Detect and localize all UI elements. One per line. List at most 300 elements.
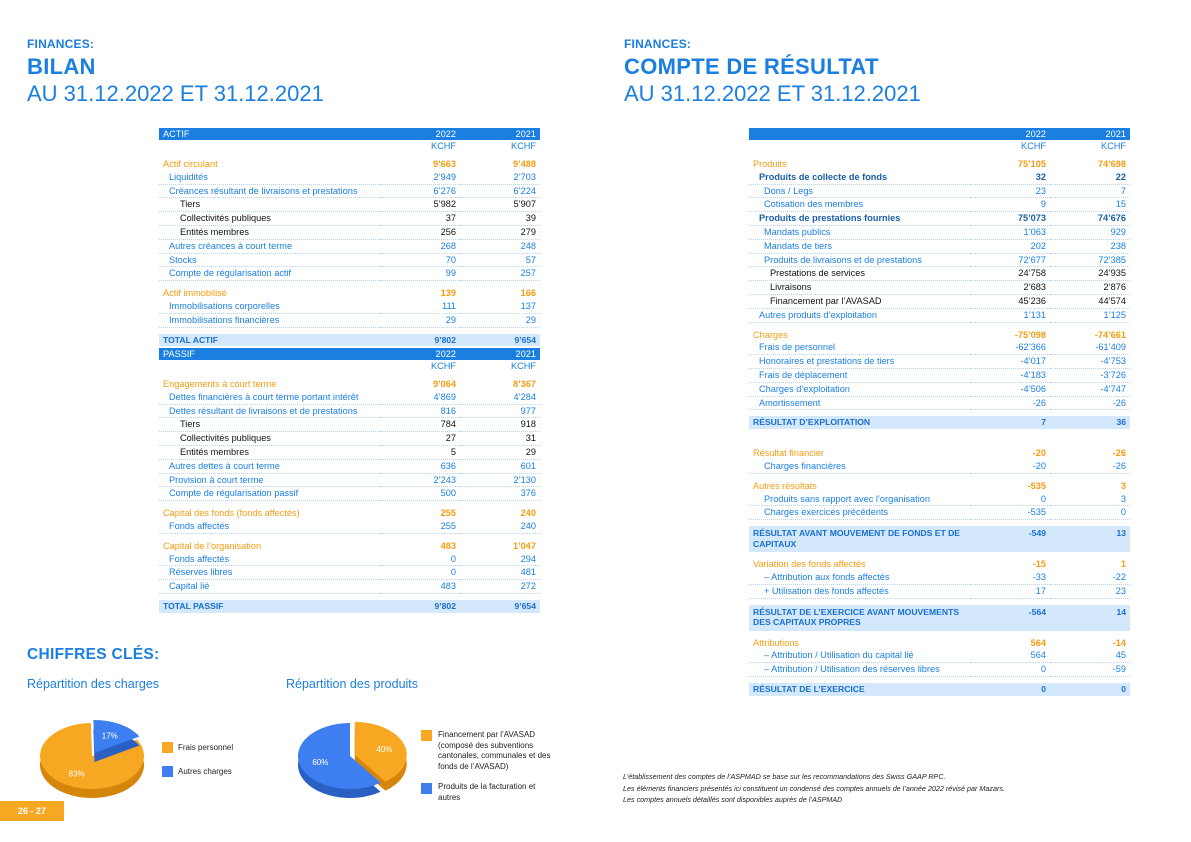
value-2021: 6’224: [460, 184, 540, 198]
table-header: [749, 128, 1130, 140]
value-2022: 5: [380, 445, 460, 459]
value-2022: 256: [380, 225, 460, 239]
table-row: [159, 566, 540, 580]
legend-swatch-orange: [162, 742, 173, 753]
value-2022: 9’064: [433, 379, 456, 389]
passif-table: [159, 348, 540, 613]
value-2022: 45’236: [970, 294, 1050, 308]
row-label: Charges exercices précédents: [749, 506, 970, 520]
table-row: [159, 198, 540, 212]
left-subtitle: AU 31.12.2022 ET 31.12.2021: [27, 81, 324, 106]
row-label: Créances résultant de livraisons et prestations: [159, 184, 380, 198]
table-row: [749, 571, 1130, 584]
value-2021: 2’876: [1050, 281, 1130, 295]
right-subtitle: AU 31.12.2022 ET 31.12.2021: [624, 81, 921, 106]
value-2021: 257: [460, 267, 540, 281]
footnote: [623, 771, 1143, 806]
value-2021: 166: [520, 288, 536, 299]
value-2021: -26: [1050, 460, 1130, 473]
value-2022: 0: [970, 683, 1050, 696]
row-label: Financement par l’AVASAD: [749, 294, 970, 308]
value-2021: 72’385: [1050, 253, 1130, 267]
value-2021: 14: [1050, 605, 1130, 631]
value-2021: -4’747: [1050, 382, 1130, 396]
value-2022: 24’758: [970, 267, 1050, 281]
actif-table: [159, 128, 540, 346]
row-label: Fonds affectés: [159, 520, 380, 533]
value-2021: 279: [460, 225, 540, 239]
legend-label: Frais personnel: [178, 743, 234, 752]
row-label: Frais de déplacement: [749, 368, 970, 382]
left-kicker: FINANCES:: [27, 37, 95, 51]
value-2022: 483: [380, 580, 460, 594]
row-label: – Attribution / Utilisation des réserves libres: [749, 663, 970, 677]
table-row: [749, 212, 1130, 226]
value-2021: 481: [460, 566, 540, 580]
table-row: [749, 308, 1130, 322]
table-row: [159, 267, 540, 281]
value-2021: 3: [1120, 480, 1126, 491]
row-label: Autres créances à court terme: [159, 239, 380, 253]
value-2022: 0: [380, 566, 460, 580]
value-2022: 255: [380, 520, 460, 533]
table-row: [159, 212, 540, 226]
table-row: [159, 404, 540, 418]
value-2022: 816: [380, 404, 460, 418]
table-row: [749, 281, 1130, 295]
value-2022: 23: [970, 184, 1050, 198]
table-row: [749, 649, 1130, 662]
value-2021: 240: [520, 508, 536, 519]
value-2021: -3’726: [1050, 368, 1130, 382]
value-2021: 39: [460, 212, 540, 226]
row-label: – Attribution aux fonds affectés: [749, 571, 970, 584]
value-2021: KCHF: [510, 361, 536, 371]
value-2022: -26: [970, 396, 1050, 410]
value-2022: 9’663: [433, 159, 456, 169]
legend-swatch-blue: [162, 766, 173, 777]
value-2022: 268: [380, 239, 460, 253]
value-2021: 9’654: [460, 334, 540, 347]
value-2022: 2’243: [380, 473, 460, 487]
row-label: Actif immobilisé: [163, 288, 227, 299]
total-row: [749, 683, 1130, 696]
value-2022: -535: [970, 506, 1050, 520]
row-label: ACTIF: [159, 128, 380, 140]
value-2021: 929: [1050, 225, 1130, 239]
value-2022: 202: [970, 239, 1050, 253]
value-2022: 2022: [380, 128, 460, 140]
table-row: [749, 329, 1130, 342]
value-2022: 29: [380, 313, 460, 327]
value-2022: 483: [440, 540, 456, 551]
table-row: [159, 432, 540, 446]
value-2021: 15: [1050, 198, 1130, 212]
table-row: [749, 225, 1130, 239]
row-label: Autres produits d’exploitation: [749, 308, 970, 322]
value-2021: 918: [460, 418, 540, 432]
value-2021: 22: [1050, 171, 1130, 184]
row-label: [159, 360, 380, 372]
value-2022: -20: [1032, 448, 1046, 459]
table-row: [159, 473, 540, 487]
table-row: [749, 171, 1130, 184]
row-label: Capital de l’organisation: [163, 540, 262, 551]
row-label: TOTAL ACTIF: [159, 334, 380, 347]
row-label: Attributions: [753, 637, 799, 648]
table-row: [749, 637, 1130, 650]
total-row: [159, 334, 540, 347]
table-row: [749, 355, 1130, 369]
charges-chart-title: Répartition des charges: [27, 677, 160, 691]
row-label: RÉSULTAT AVANT MOUVEMENT DE FONDS ET DE CAPITAUX: [749, 526, 970, 552]
value-2021: 31: [460, 432, 540, 446]
table-row: [159, 300, 540, 313]
right-kicker: FINANCES:: [624, 37, 692, 51]
row-label: [749, 128, 970, 140]
value-2022: 2022: [970, 128, 1050, 140]
row-label: RÉSULTAT D’EXPLOITATION: [749, 416, 970, 429]
value-2022: -4’183: [970, 368, 1050, 382]
row-label: Livraisons: [749, 281, 970, 295]
total-row: [749, 526, 1130, 552]
value-2021: -59: [1050, 663, 1130, 677]
table-row: [749, 368, 1130, 382]
value-2022: -535: [1027, 480, 1046, 491]
value-2022: 32: [970, 171, 1050, 184]
row-label: Variation des fonds affectés: [753, 559, 866, 570]
value-2022: 139: [440, 288, 456, 299]
value-2022: -15: [1032, 559, 1046, 570]
table-row: [159, 553, 540, 566]
row-label: Tiers: [159, 418, 380, 432]
table-row: [159, 418, 540, 432]
row-label: Honoraires et prestations de tiers: [749, 355, 970, 369]
value-2022: 2022: [380, 348, 460, 360]
table-header: [159, 128, 540, 140]
table-row: [749, 253, 1130, 267]
row-label: Charges financières: [749, 460, 970, 473]
row-label: Charges d’exploitation: [749, 382, 970, 396]
table-row: [749, 447, 1130, 460]
row-label: Stocks: [159, 253, 380, 267]
row-label: Amortissement: [749, 396, 970, 410]
value-2021: 9’654: [460, 600, 540, 613]
row-label: RÉSULTAT DE L’EXERCICE: [749, 683, 970, 696]
table-row: [159, 158, 540, 171]
row-label: Entités membres: [159, 445, 380, 459]
table-row: [749, 184, 1130, 198]
value-2021: 1’125: [1050, 308, 1130, 322]
value-2022: -549: [970, 526, 1050, 552]
value-2021: 44’574: [1050, 294, 1130, 308]
legend-label: Produits de la facturation et autres: [438, 782, 536, 802]
value-2021: 1’047: [513, 540, 536, 551]
row-label: Dettes financières à court terme portant intérêt: [159, 391, 380, 404]
value-2021: KCHF: [510, 141, 536, 151]
produits-pie-chart: [298, 710, 418, 805]
charges-pie-chart: [40, 710, 160, 805]
footnote-line: Les éléments financiers présentés ici constituent un condensé des comptes annuels de l’année 2022 révisé par Mazars.: [623, 783, 1005, 793]
row-label: Capital lié: [159, 580, 380, 594]
value-2022: 636: [380, 459, 460, 473]
key-figures-title: CHIFFRES CLÉS:: [27, 646, 160, 663]
table-row: [749, 382, 1130, 396]
value-2021: -14: [1112, 637, 1126, 648]
row-label: Liquidités: [159, 171, 380, 184]
unit-row: [749, 140, 1130, 152]
value-2022: 75’105: [1017, 159, 1046, 169]
value-2021: 240: [460, 520, 540, 533]
value-2022: 564: [970, 649, 1050, 662]
value-2022: -4’506: [970, 382, 1050, 396]
table-row: [159, 540, 540, 553]
table-header: [159, 348, 540, 360]
row-label: TOTAL PASSIF: [159, 600, 380, 613]
row-label: Capital des fonds (fonds affectés): [163, 508, 300, 519]
footnote-line: L’établissement des comptes de l’ASPMAD se base sur les recommandations des Swiss GAAP RPC.: [623, 772, 946, 781]
row-label: Produits: [753, 159, 787, 169]
value-2022: 5’982: [380, 198, 460, 212]
table-row: [749, 480, 1130, 493]
value-2022: 111: [380, 300, 460, 313]
table-row: [749, 506, 1130, 520]
table-row: [749, 294, 1130, 308]
value-2022: 99: [380, 267, 460, 281]
row-label: RÉSULTAT DE L’EXERCICE AVANT MOUVEMENTS DES CAPITAUX PROPRES: [749, 605, 970, 631]
row-label: Dons / Legs: [749, 184, 970, 198]
row-label: Charges: [753, 329, 788, 340]
value-2021: -26: [1050, 396, 1130, 410]
total-row: [749, 416, 1130, 429]
value-2022: 0: [380, 553, 460, 566]
unit-row: [159, 360, 540, 372]
row-label: Autres résultats: [753, 480, 817, 491]
value-2022: 1’131: [970, 308, 1050, 322]
table-row: [749, 158, 1130, 171]
value-2021: 29: [460, 445, 540, 459]
value-2021: -61’409: [1050, 341, 1130, 354]
row-label: Immobilisations corporelles: [159, 300, 380, 313]
value-2021: 4’284: [460, 391, 540, 404]
value-2021: 294: [460, 553, 540, 566]
table-row: [159, 184, 540, 198]
row-label: Frais de personnel: [749, 341, 970, 354]
value-2022: 4’869: [380, 391, 460, 404]
pie-label: 83%: [68, 769, 85, 779]
row-label: Compte de régularisation actif: [159, 267, 380, 281]
value-2021: 238: [1050, 239, 1130, 253]
legend-label: Financement par l’AVASAD (composé des subventions cantonales, communales et des fonds de l’AVASAD): [438, 730, 551, 771]
value-2021: 376: [460, 487, 540, 501]
value-2022: 500: [380, 487, 460, 501]
value-2022: -62’366: [970, 341, 1050, 354]
value-2022: 0: [970, 663, 1050, 677]
value-2021: 74’698: [1097, 159, 1126, 169]
value-2021: -22: [1050, 571, 1130, 584]
value-2022: -75’098: [1014, 329, 1046, 340]
value-2022: 0: [970, 493, 1050, 506]
value-2021: 23: [1050, 584, 1130, 598]
table-row: [749, 341, 1130, 354]
value-2021: -26: [1112, 448, 1126, 459]
table-row: [749, 239, 1130, 253]
row-label: Produits sans rapport avec l’organisation: [749, 493, 970, 506]
table-row: [159, 239, 540, 253]
value-2021: 2’703: [460, 171, 540, 184]
row-label: [749, 140, 970, 152]
pie-label: 40%: [376, 744, 393, 754]
value-2021: 137: [460, 300, 540, 313]
row-label: Immobilisations financières: [159, 313, 380, 327]
value-2021: 13: [1050, 526, 1130, 552]
footnote-line: Les comptes annuels détaillés sont disponibles auprès de l’ASPMAD: [623, 795, 843, 804]
value-2022: 2’683: [970, 281, 1050, 295]
row-label: Résultat financier: [753, 448, 824, 459]
table-row: [159, 378, 540, 391]
table-row: [159, 520, 540, 533]
table-row: [159, 313, 540, 327]
row-label: Autres dettes à court terme: [159, 459, 380, 473]
value-2022: 6’276: [380, 184, 460, 198]
row-label: Produits de livraisons et de prestations: [749, 253, 970, 267]
value-2022: 27: [380, 432, 460, 446]
value-2022: KCHF: [1020, 141, 1046, 151]
row-label: + Utilisation des fonds affectés: [749, 584, 970, 598]
table-row: [749, 584, 1130, 598]
table-row: [159, 171, 540, 184]
row-label: Produits de collecte de fonds: [749, 171, 970, 184]
value-2022: -33: [970, 571, 1050, 584]
value-2022: 9: [970, 198, 1050, 212]
pie-label: 60%: [312, 758, 329, 768]
value-2022: -20: [970, 460, 1050, 473]
total-row: [159, 600, 540, 613]
legend-swatch-orange: [421, 730, 432, 741]
row-label: – Attribution / Utilisation du capital lié: [749, 649, 970, 662]
table-row: [159, 507, 540, 520]
value-2021: 8’367: [513, 379, 536, 389]
value-2022: 255: [440, 508, 456, 519]
left-title: BILAN: [27, 54, 96, 79]
table-row: [749, 663, 1130, 677]
value-2022: -564: [970, 605, 1050, 631]
value-2021: 2’130: [460, 473, 540, 487]
value-2021: 2021: [1050, 128, 1130, 140]
value-2021: 5’907: [460, 198, 540, 212]
value-2021: 36: [1050, 416, 1130, 429]
row-label: Collectivités publiques: [159, 432, 380, 446]
value-2021: 7: [1050, 184, 1130, 198]
value-2022: -4’017: [970, 355, 1050, 369]
produits-chart-title: Répartition des produits: [286, 677, 419, 691]
row-label: Entités membres: [159, 225, 380, 239]
table-row: [749, 267, 1130, 281]
page-number: 26 - 27: [0, 801, 64, 821]
value-2022: 7: [970, 416, 1050, 429]
value-2021: -74’661: [1094, 329, 1126, 340]
value-2021: 74’676: [1050, 212, 1130, 226]
value-2021: 9’488: [513, 159, 536, 169]
row-label: [159, 140, 380, 152]
value-2022: 2’949: [380, 171, 460, 184]
value-2021: 29: [460, 313, 540, 327]
table-row: [159, 253, 540, 267]
row-label: Compte de régularisation passif: [159, 487, 380, 501]
value-2022: 9’802: [380, 334, 460, 347]
value-2022: 70: [380, 253, 460, 267]
row-label: Engagements à court terme: [163, 379, 277, 389]
row-label: Provision à court terme: [159, 473, 380, 487]
value-2021: 24’935: [1050, 267, 1130, 281]
row-label: Réserves libres: [159, 566, 380, 580]
value-2021: 1: [1120, 559, 1126, 570]
row-label: Actif circulant: [163, 159, 218, 169]
value-2021: 0: [1050, 683, 1130, 696]
row-label: Fonds affectés: [159, 553, 380, 566]
row-label: Cotisation des membres: [749, 198, 970, 212]
value-2022: 1’063: [970, 225, 1050, 239]
value-2021: 977: [460, 404, 540, 418]
value-2021: 2021: [460, 348, 540, 360]
value-2022: KCHF: [430, 361, 456, 371]
value-2022: 37: [380, 212, 460, 226]
table-row: [159, 445, 540, 459]
value-2022: 72’677: [970, 253, 1050, 267]
legend-swatch-blue: [421, 783, 432, 794]
value-2021: 0: [1050, 506, 1130, 520]
value-2021: 601: [460, 459, 540, 473]
row-label: Dettes résultant de livraisons et de prestations: [159, 404, 380, 418]
value-2021: 3: [1050, 493, 1130, 506]
value-2021: -4’753: [1050, 355, 1130, 369]
unit-row: [159, 140, 540, 152]
value-2022: 17: [970, 584, 1050, 598]
total-row: [749, 605, 1130, 631]
table-row: [749, 396, 1130, 410]
row-label: Collectivités publiques: [159, 212, 380, 226]
table-row: [749, 558, 1130, 571]
legend-label: Autres charges: [178, 767, 232, 776]
row-label: Tiers: [159, 198, 380, 212]
table-row: [749, 460, 1130, 473]
value-2021: 57: [460, 253, 540, 267]
value-2022: 75’073: [970, 212, 1050, 226]
pie-label: 17%: [101, 731, 118, 741]
value-2021: 248: [460, 239, 540, 253]
table-row: [159, 225, 540, 239]
value-2022: 9’802: [380, 600, 460, 613]
value-2021: 45: [1050, 649, 1130, 662]
value-2022: 564: [1030, 637, 1046, 648]
row-label: PASSIF: [159, 348, 380, 360]
table-row: [749, 198, 1130, 212]
row-label: Prestations de services: [749, 267, 970, 281]
table-row: [159, 391, 540, 404]
right-title: COMPTE DE RÉSULTAT: [624, 54, 879, 79]
resultat-table: [749, 128, 1130, 696]
table-row: [159, 580, 540, 594]
row-label: Produits de prestations fournies: [749, 212, 970, 226]
value-2022: KCHF: [430, 141, 456, 151]
value-2021: 272: [460, 580, 540, 594]
value-2021: KCHF: [1100, 141, 1126, 151]
row-label: Mandats publics: [749, 225, 970, 239]
value-2021: 2021: [460, 128, 540, 140]
table-row: [159, 487, 540, 501]
table-row: [749, 493, 1130, 506]
value-2022: 784: [380, 418, 460, 432]
